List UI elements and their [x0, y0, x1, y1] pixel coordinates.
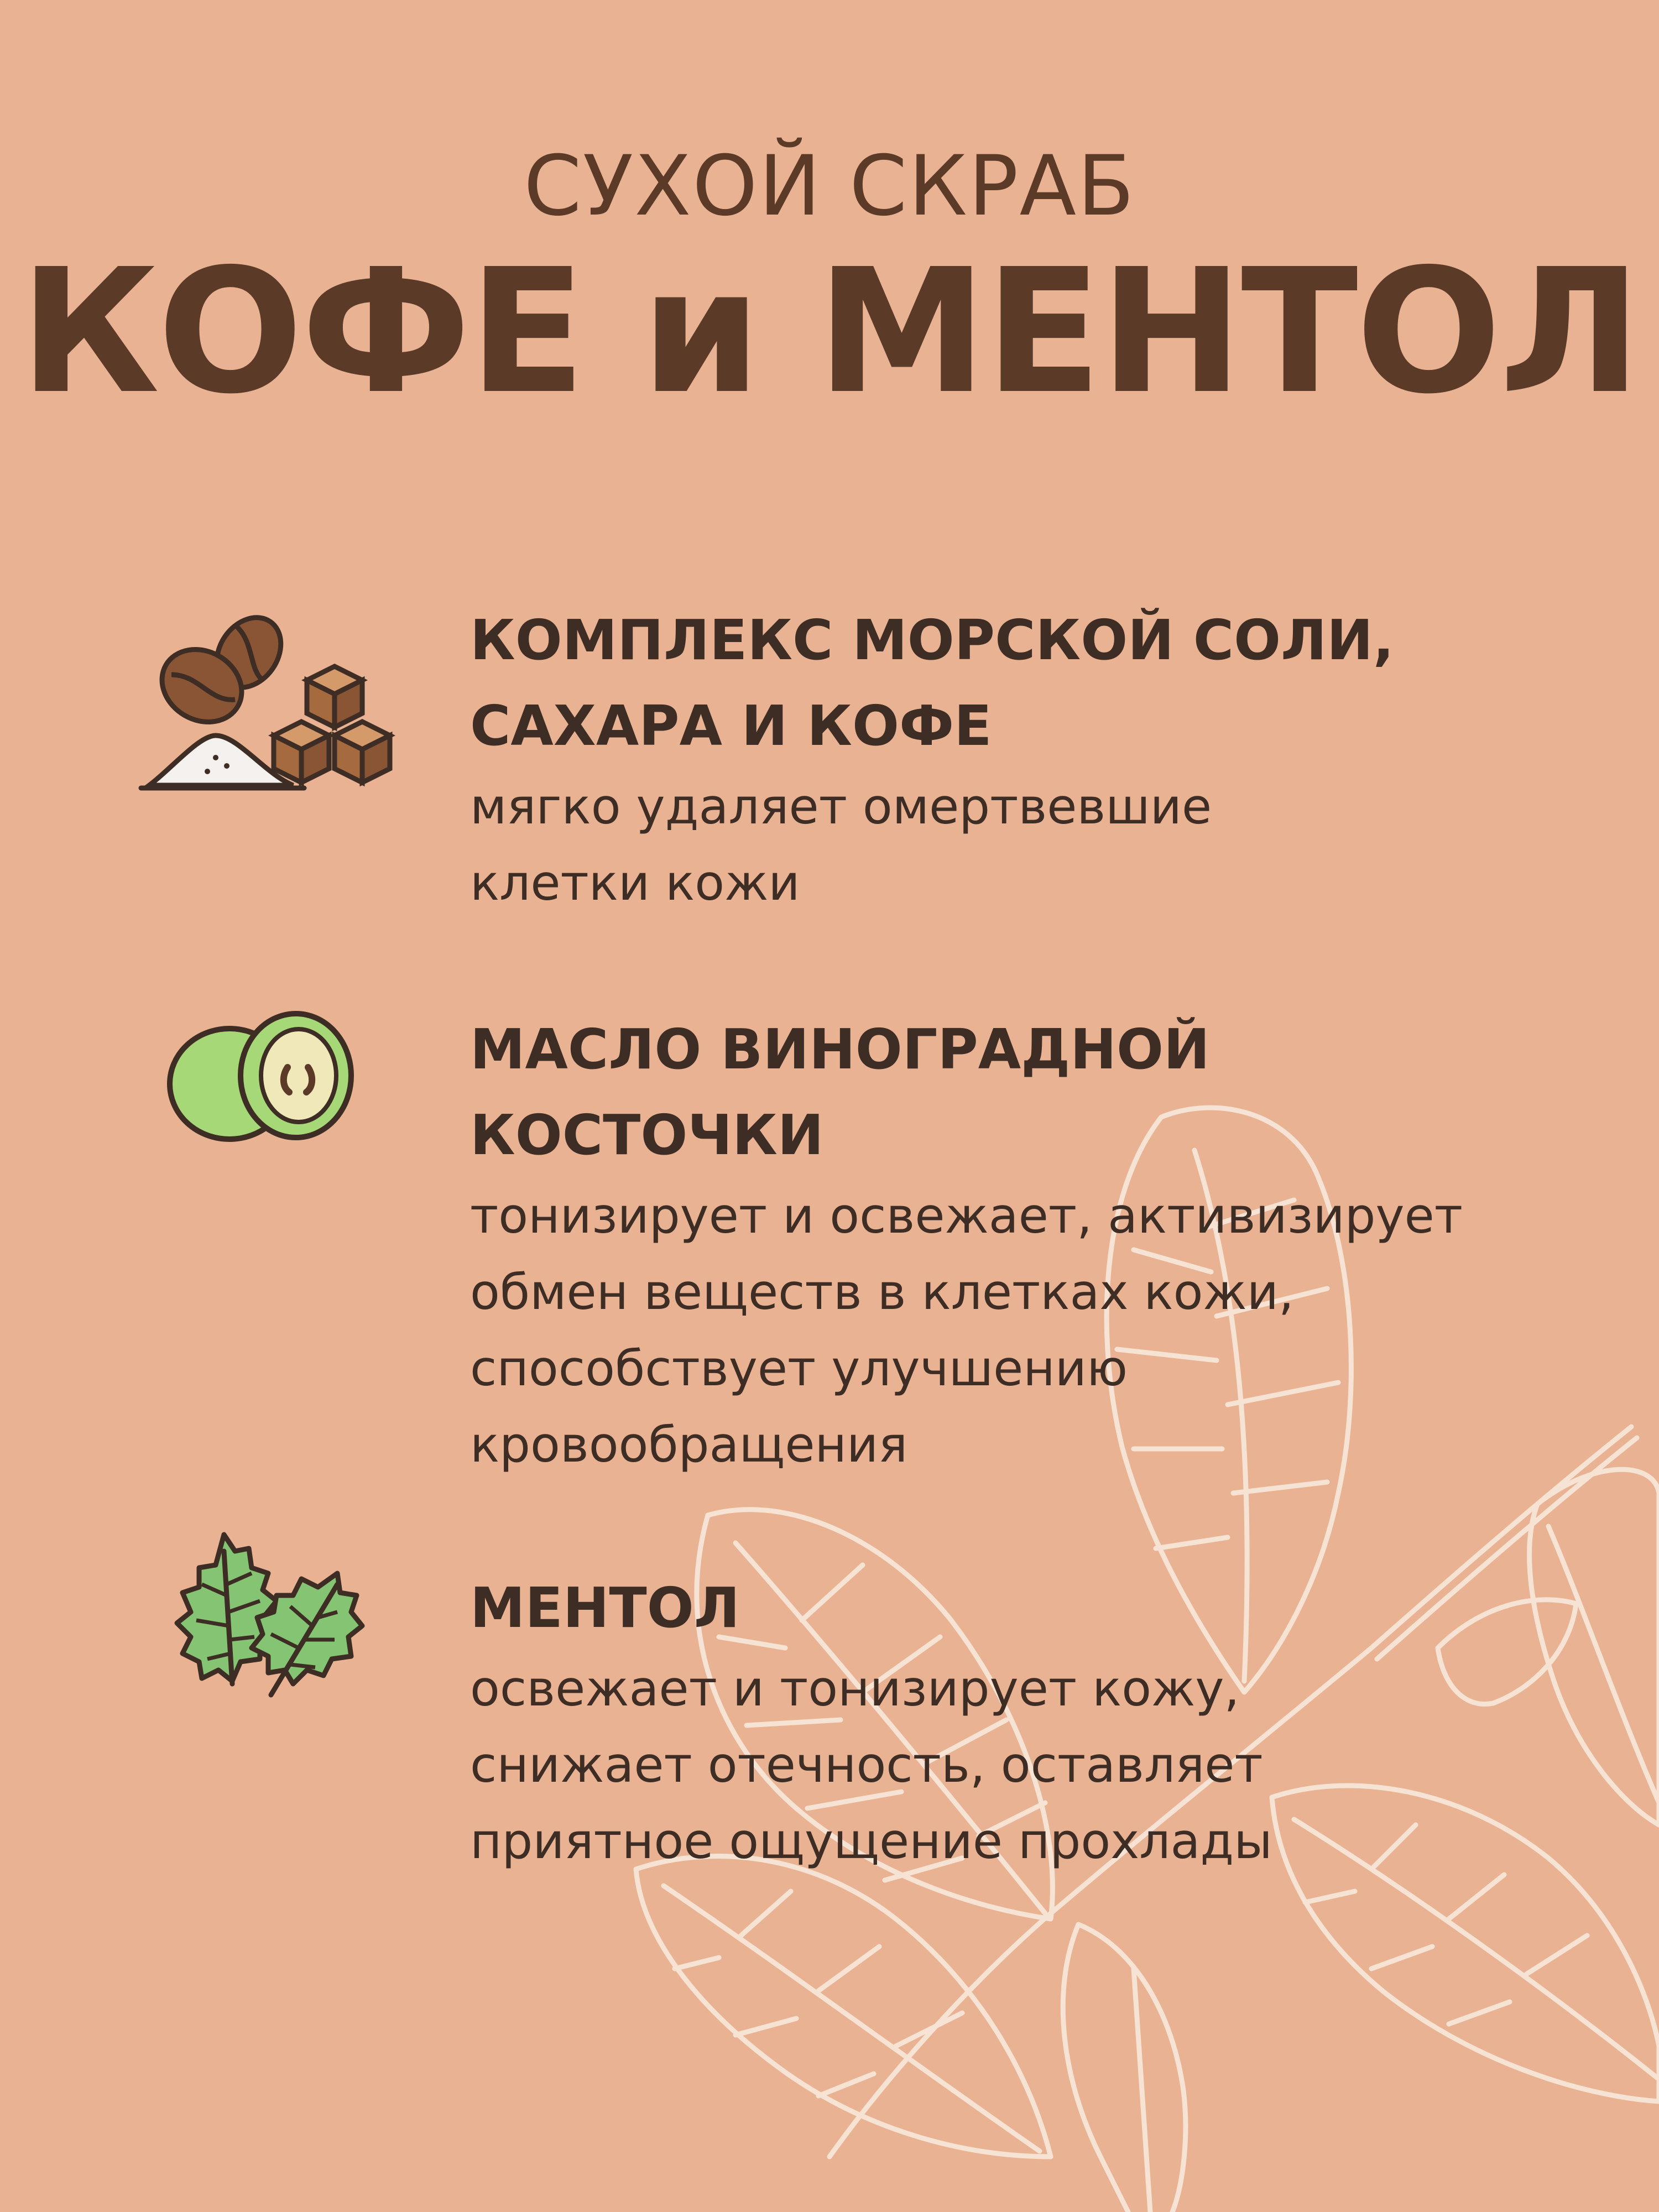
feature-description: освежает и тонизирует кожу, снижает отечность, оставляет приятное ощущение прохлады	[470, 1660, 1272, 1870]
feature-heading: МАСЛО ВИНОГРАДНОЙ КОСТОЧКИ	[470, 1017, 1210, 1167]
mint-leaves-icon	[171, 1529, 365, 1706]
feature-text	[470, 597, 1604, 921]
product-title: КОФЕ и МЕНТОЛ	[19, 232, 1640, 432]
product-type: СУХОЙ СКРАБ	[523, 138, 1136, 234]
feature-heading: МЕНТОЛ	[470, 1575, 740, 1640]
feature-heading: КОМПЛЕКС МОРСКОЙ СОЛИ, САХАРА И КОФЕ	[470, 608, 1394, 758]
grape-seed-icon	[163, 1006, 362, 1150]
feature-text	[470, 1006, 1604, 1483]
feature-text	[470, 1565, 1604, 1880]
feature-description: тонизирует и освежает, активизирует обмен веществ в клетках кожи, способствует улучшению кровообращения	[470, 1187, 1463, 1473]
feature-description: мягко удаляет омертвевшие клетки кожи	[470, 778, 1212, 911]
coffee-salt-sugar-icon	[138, 608, 404, 818]
